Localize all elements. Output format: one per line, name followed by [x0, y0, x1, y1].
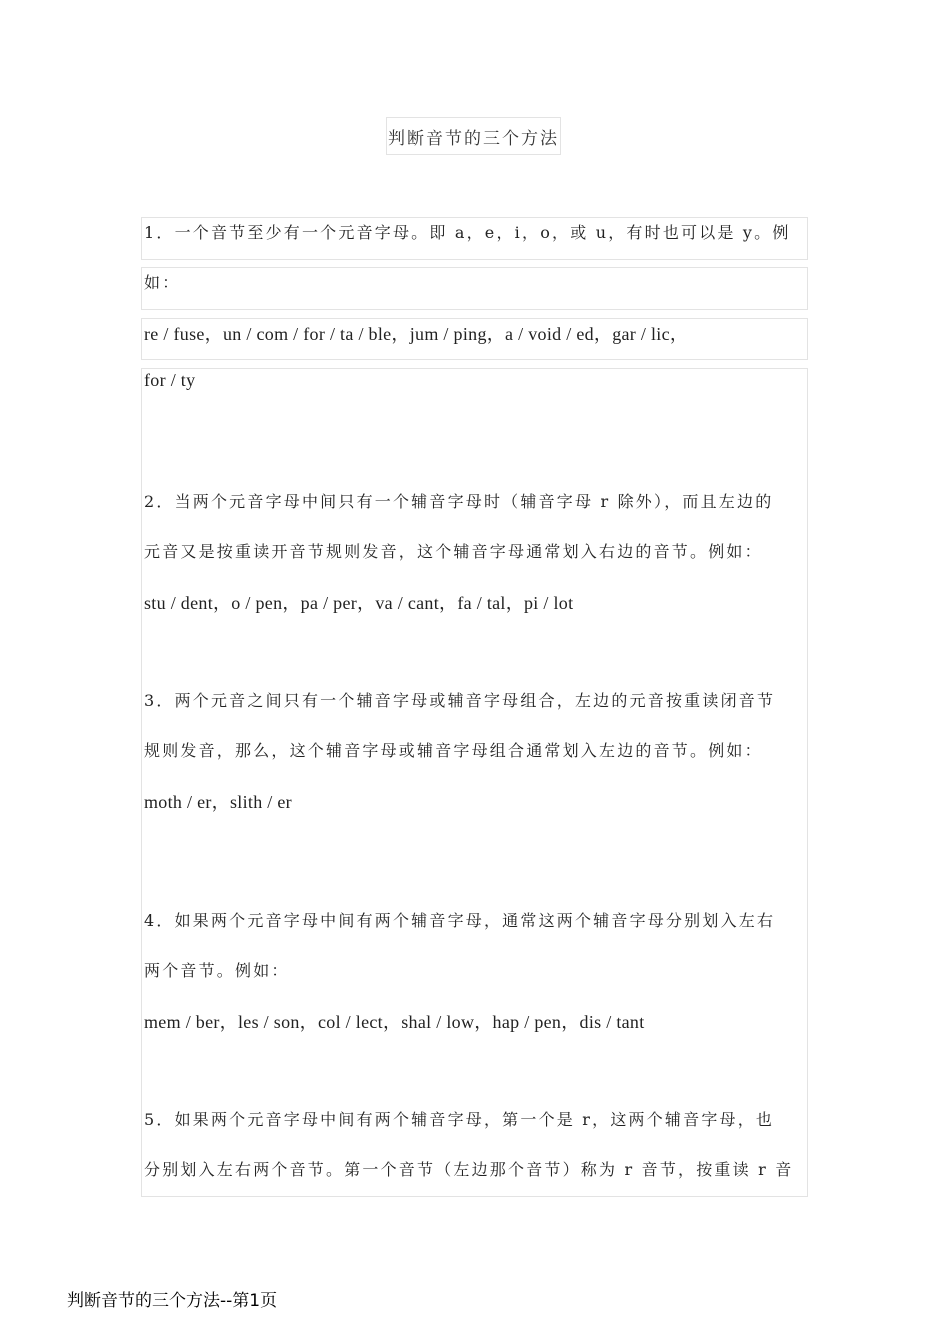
example-line-2: stu / dent，o / pen，pa / per，va / cant，fa / tal，pi / lot — [144, 593, 574, 613]
page-footer: 判断音节的三个方法--第1页 — [67, 1291, 278, 1311]
text-line-4-2: 两个音节。例如： — [144, 961, 290, 980]
text-line-5-2: 分别划入左右两个音节。第一个音节（左边那个音节）称为 r 音节，按重读 r 音 — [144, 1160, 794, 1179]
text-line-1-1: 1．一个音节至少有一个元音字母。即 a，e，i，o，或 u，有时也可以是 y。例 — [144, 223, 791, 242]
example-line-1-1: re / fuse，un / com / for / ta / ble，jum / ping，a / void / ed，gar / lic， — [144, 324, 689, 344]
text-frame — [141, 267, 808, 310]
text-line-5-1: 5．如果两个元音字母中间有两个辅音字母，第一个是 r，这两个辅音字母，也 — [144, 1110, 775, 1129]
document-title: 判断音节的三个方法 — [386, 117, 561, 155]
example-line-3: moth / er，slith / er — [144, 792, 292, 812]
text-line-3-1: 3．两个元音之间只有一个辅音字母或辅音字母组合，左边的元音按重读闭音节 — [144, 691, 776, 710]
example-line-4: mem / ber，les / son，col / lect，shal / low，hap / pen，dis / tant — [144, 1012, 645, 1032]
text-line-2-2: 元音又是按重读开音节规则发音，这个辅音字母通常划入右边的音节。例如： — [144, 542, 763, 561]
text-line-2-1: 2．当两个元音字母中间只有一个辅音字母时（辅音字母 r 除外），而且左边的 — [144, 492, 774, 511]
example-line-1-2: for / ty — [144, 370, 196, 390]
text-line-3-2: 规则发音，那么，这个辅音字母或辅音字母组合通常划入左边的音节。例如： — [144, 741, 763, 760]
text-line-4-1: 4．如果两个元音字母中间有两个辅音字母，通常这两个辅音字母分别划入左右 — [144, 911, 776, 930]
text-line-1-2: 如： — [144, 273, 181, 292]
